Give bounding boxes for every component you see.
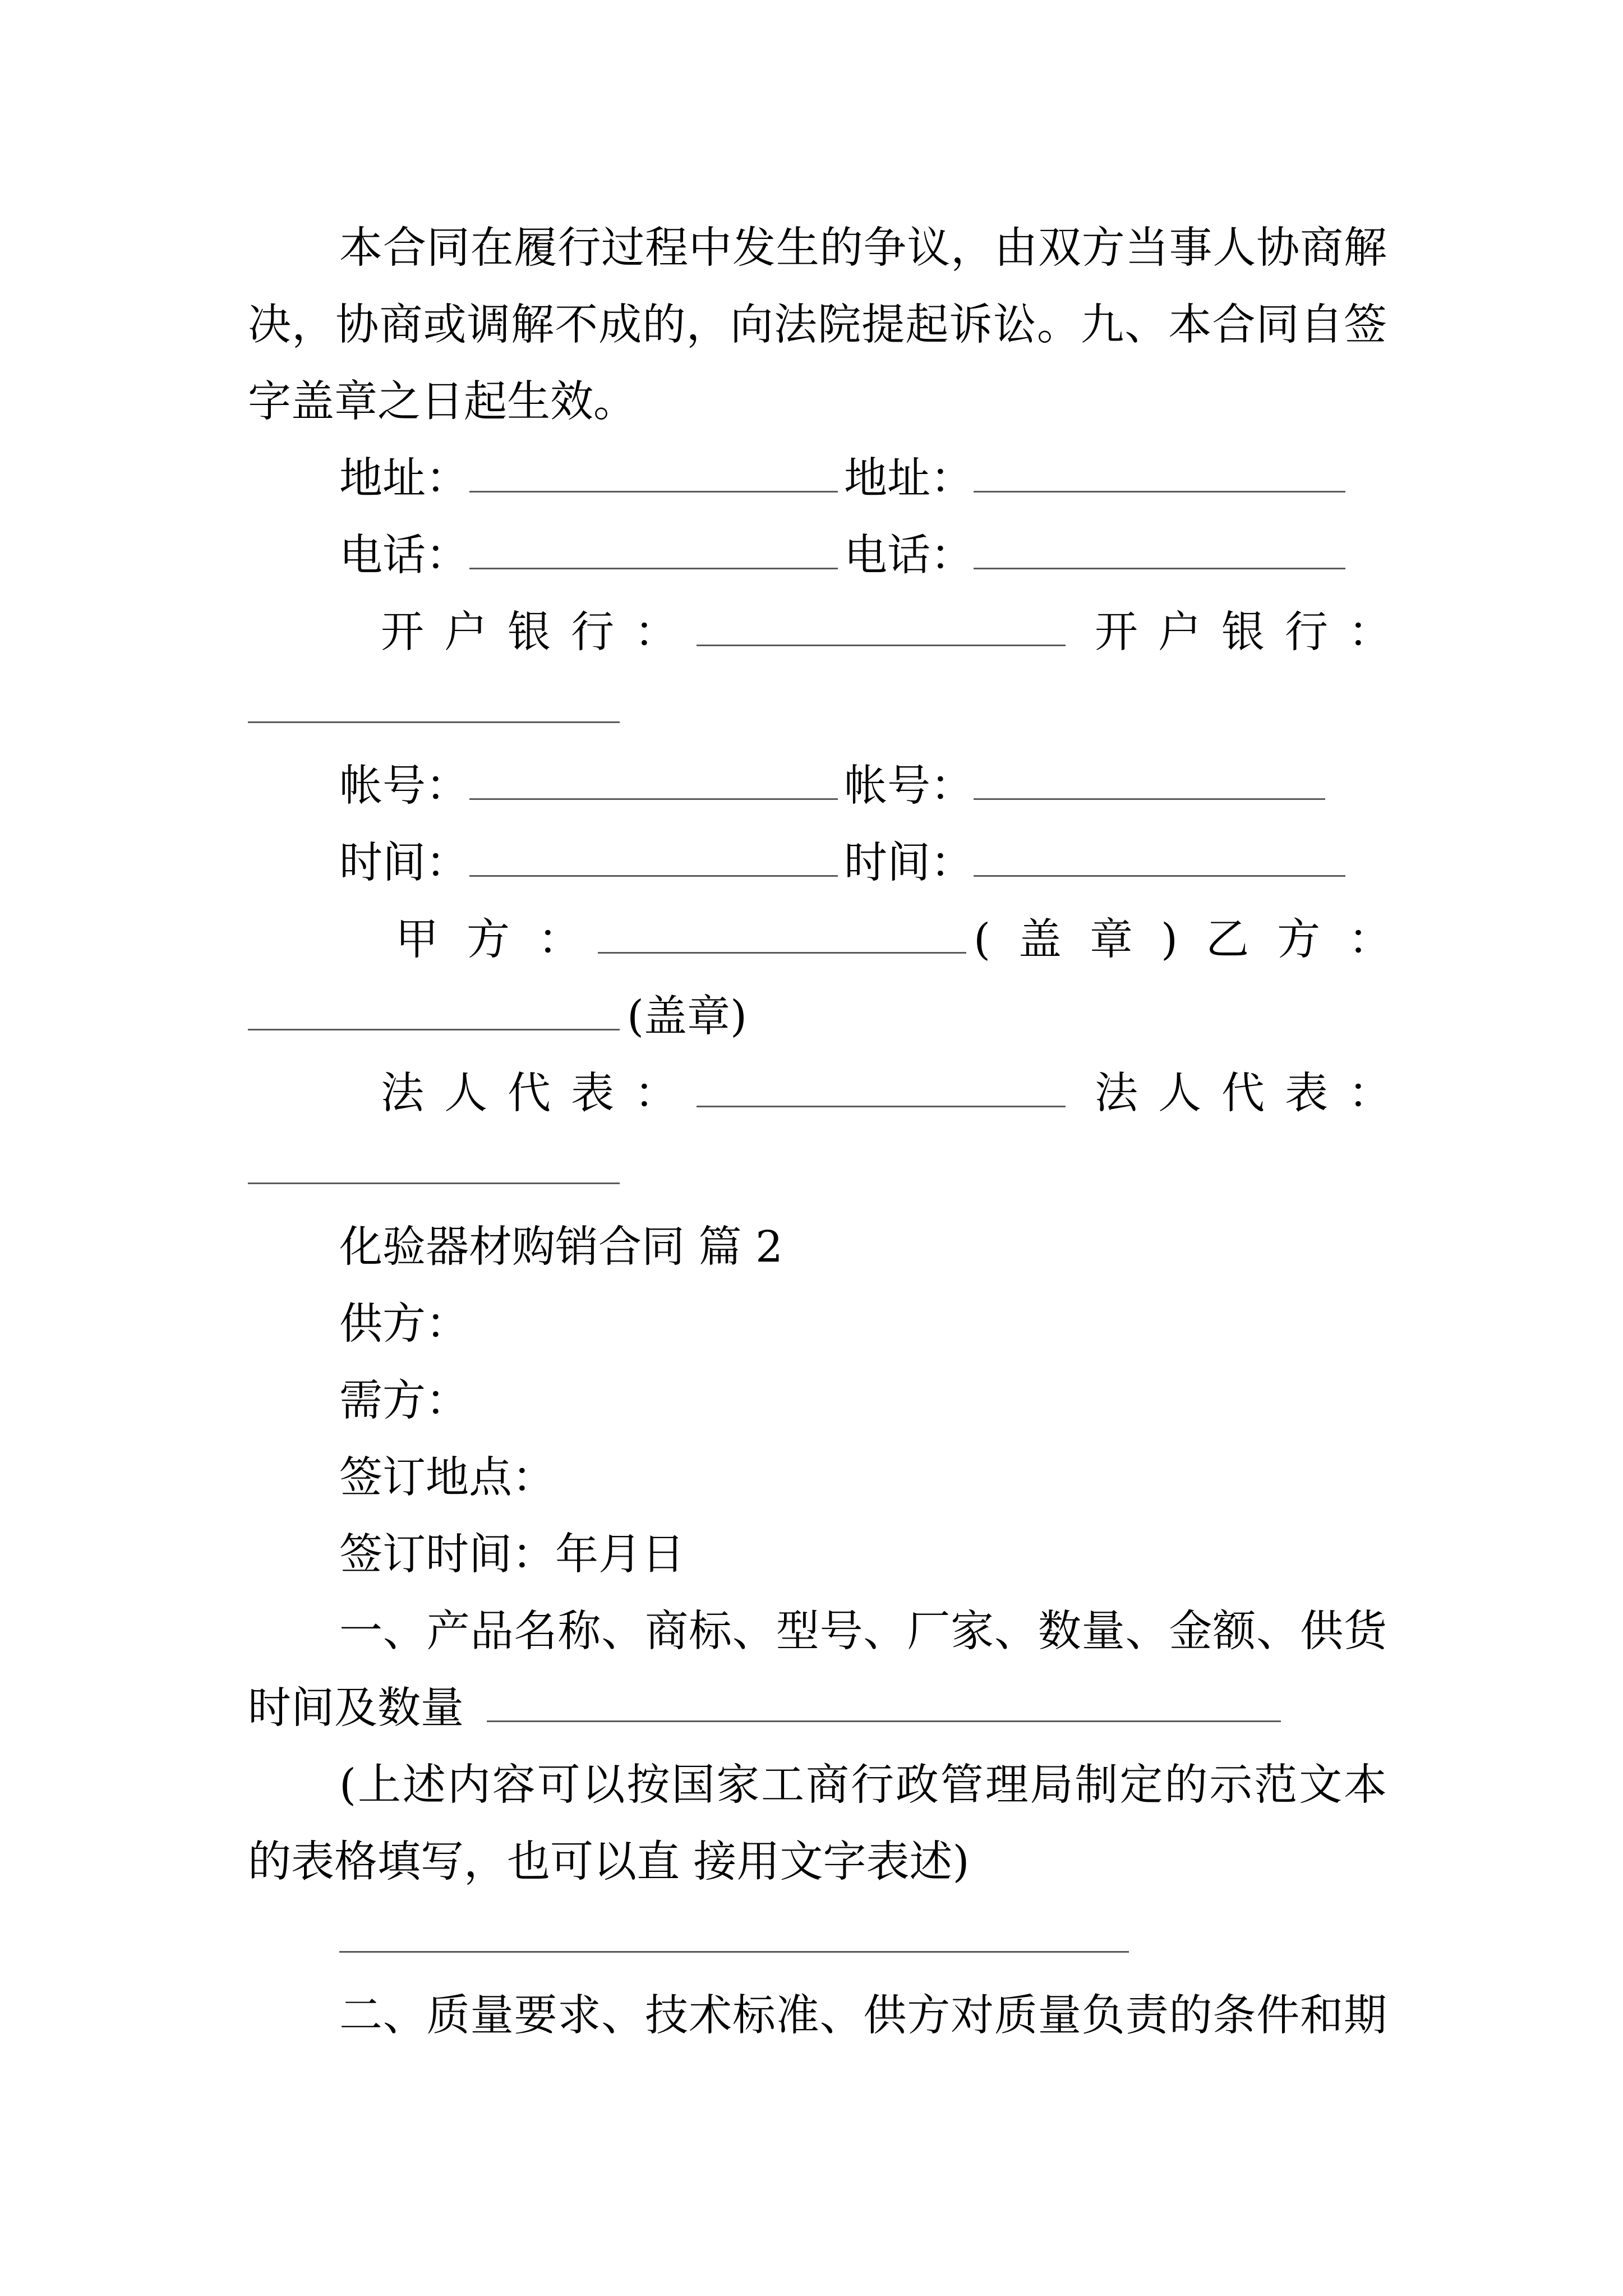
party-a-account-blank xyxy=(469,748,838,800)
signature-row-address xyxy=(0,440,1623,517)
signature-row-account xyxy=(0,748,1623,825)
signature-row-legal-rep xyxy=(0,1055,1623,1132)
signing-place-line xyxy=(0,1439,1623,1516)
party-a-bank-label: 开户银行： xyxy=(381,608,698,657)
supplier-line xyxy=(0,1286,1623,1363)
signing-date-line xyxy=(0,1516,1623,1593)
clause-2-text: 二、质量要求、技术标准、供方对质量负责的条件和期 xyxy=(339,1991,1387,2041)
party-a-address-label: 地址： xyxy=(339,454,469,504)
clause-2-line-1 xyxy=(0,1977,1623,2054)
dispute-clause-text: 本合同在履行过程中发生的争议，由双方当事人协商解 xyxy=(339,223,1387,273)
party-a-time-blank xyxy=(469,825,838,877)
party-b-legal-rep-label: 法人代表： xyxy=(1095,1069,1412,1119)
signature-row-bank xyxy=(0,594,1623,671)
party-b-time-label: 时间： xyxy=(844,838,974,888)
dispute-clause-line-1 xyxy=(0,210,1623,287)
party-a-legal-rep-blank xyxy=(697,1055,1066,1107)
party-a-seal-label: (盖章) xyxy=(974,915,1206,965)
buyer-label: 需方： xyxy=(339,1376,469,1426)
party-b-legal-rep-blank xyxy=(248,1132,620,1184)
signature-row-legal-rep-continued xyxy=(0,1132,1623,1209)
party-b-phone-label: 电话： xyxy=(844,531,974,581)
party-a-account-label: 帐号： xyxy=(339,761,469,811)
clause-1-note-blank-line xyxy=(0,1901,1623,1977)
supplier-label: 供方： xyxy=(339,1299,469,1349)
party-b-account-blank xyxy=(974,748,1325,800)
signature-row-time xyxy=(0,825,1623,901)
dispute-clause-line-2 xyxy=(0,287,1623,364)
clause-1-line-1 xyxy=(0,1593,1623,1670)
clause-1-text: 时间及数量 xyxy=(248,1683,464,1733)
party-b-name-blank xyxy=(248,978,620,1030)
party-a-name-blank xyxy=(598,901,966,954)
clause-1-note-blank xyxy=(339,1901,1129,1953)
clause-1-blank xyxy=(487,1670,1281,1722)
party-a-address-blank xyxy=(469,440,838,493)
signature-row-bank-continued xyxy=(0,671,1623,748)
party-b-time-blank xyxy=(974,825,1345,877)
party-b-bank-blank xyxy=(248,671,620,723)
party-b-seal-label: (盖章) xyxy=(627,992,748,1042)
signature-row-party xyxy=(0,901,1623,978)
signing-place-label: 签订地点： xyxy=(339,1453,555,1503)
signature-row-party-continued xyxy=(0,978,1623,1055)
party-a-phone-blank xyxy=(469,517,838,569)
dispute-clause-text: 字盖章之日起生效。 xyxy=(248,377,637,427)
dispute-clause-line-3 xyxy=(0,364,1623,440)
party-a-name-label: 甲方： xyxy=(395,915,609,965)
party-a-time-label: 时间： xyxy=(339,838,469,888)
party-b-address-label: 地址： xyxy=(844,454,974,504)
clause-1-note-line-1 xyxy=(0,1747,1623,1824)
signature-row-phone xyxy=(0,517,1623,594)
party-b-bank-label: 开户银行： xyxy=(1095,608,1412,657)
party-b-phone-blank xyxy=(974,517,1345,569)
clause-1-text: 一、产品名称、商标、型号、厂家、数量、金额、供货 xyxy=(339,1607,1387,1657)
party-a-phone-label: 电话： xyxy=(339,531,469,581)
party-a-seal-and-party-b-name xyxy=(974,901,1419,978)
clause-1-line-2 xyxy=(0,1670,1623,1747)
party-b-address-blank xyxy=(974,440,1345,493)
clause-1-note-line-2 xyxy=(0,1824,1623,1901)
dispute-clause-text: 决，协商或调解不成的，向法院提起诉讼。九、本合同自签 xyxy=(248,300,1387,350)
party-a-bank-blank xyxy=(697,594,1066,646)
clause-1-note-text: 的表格填写，也可以直 接用文字表述) xyxy=(248,1837,970,1887)
contract-2-title: 化验器材购销合同 篇 2 xyxy=(339,1222,783,1272)
party-a-legal-rep-label: 法人代表： xyxy=(381,1069,698,1119)
buyer-line xyxy=(0,1363,1623,1439)
party-b-account-label: 帐号： xyxy=(844,761,974,811)
signing-date-label: 签订时间：年月日 xyxy=(339,1530,685,1580)
party-b-name-label: 乙方： xyxy=(1206,915,1420,965)
clause-1-note-text: (上述内容可以按国家工商行政管理局制定的示范文本 xyxy=(339,1760,1387,1810)
contract-2-title-line xyxy=(0,1209,1623,1286)
